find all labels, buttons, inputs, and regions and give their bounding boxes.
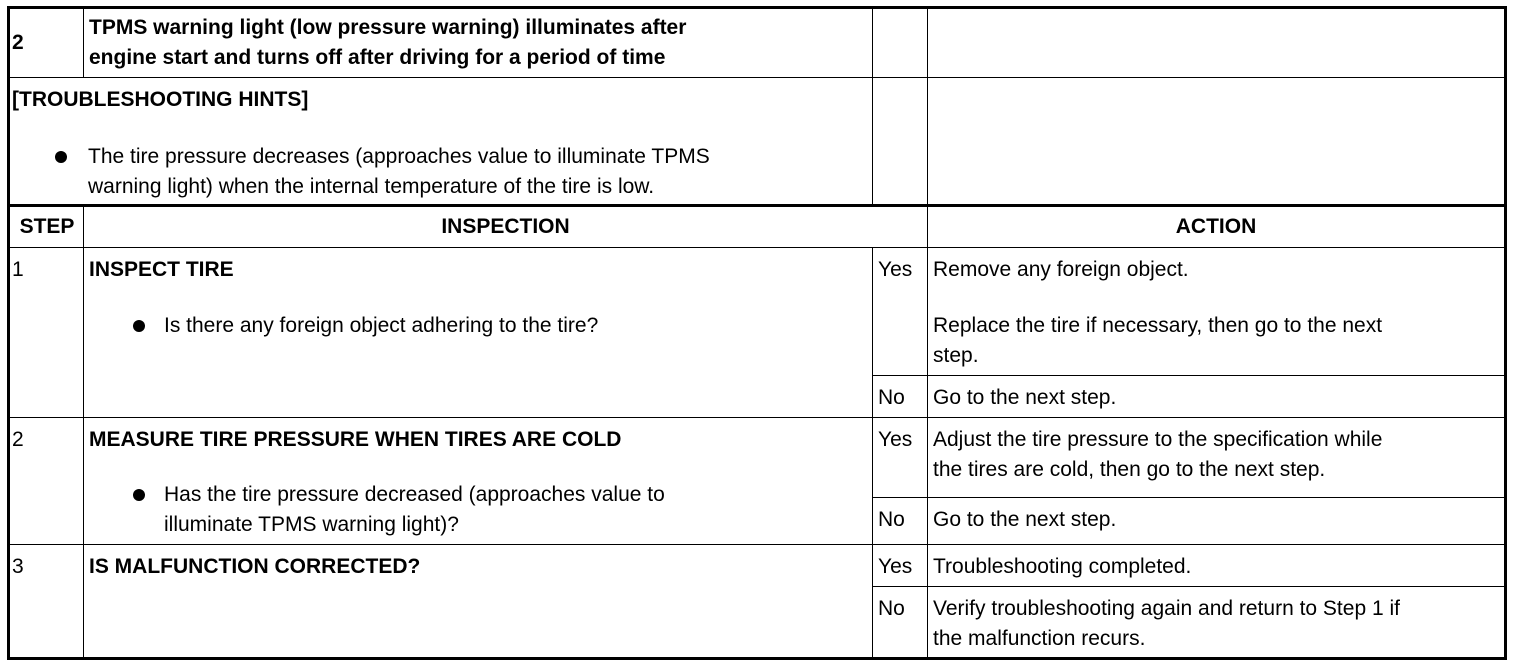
divider-step-column <box>83 205 84 659</box>
border-bottom <box>7 657 1507 660</box>
step-question-line2: illuminate TPMS warning light)? <box>164 513 459 536</box>
header-step: STEP <box>19 215 75 238</box>
header-action: ACTION <box>1175 215 1257 238</box>
no-action-line1: Verify troubleshooting again and return to Step 1 if <box>933 597 1400 620</box>
divider-step3-yes-no <box>872 586 1507 587</box>
divider-step1-step2 <box>7 417 1507 418</box>
divider-action-column <box>927 7 928 659</box>
divider-step2-step3 <box>7 544 1507 545</box>
step-question-line1: Is there any foreign object adhering to the tire? <box>164 314 599 337</box>
divider-step1-yes-no <box>872 375 1507 376</box>
step-title: MEASURE TIRE PRESSURE WHEN TIRES ARE COLD <box>89 428 622 451</box>
condition-title-line1: TPMS warning light (low pressure warning) illuminates after <box>89 16 687 39</box>
yes-action-line1: Troubleshooting completed. <box>933 555 1192 578</box>
step-question-line1: Has the tire pressure decreased (approaches value to <box>164 483 665 506</box>
divider-hints-header <box>7 204 1507 207</box>
yes-label: Yes <box>878 555 913 578</box>
header-inspection: INSPECTION <box>441 215 570 238</box>
no-label: No <box>878 386 905 409</box>
divider-yesno-column <box>872 247 873 659</box>
divider-header-rows <box>7 247 1507 248</box>
yes-label: Yes <box>878 258 913 281</box>
border-left <box>7 6 10 660</box>
bullet-icon <box>133 489 145 501</box>
yes-action-line1: Adjust the tire pressure to the specification while <box>933 428 1383 451</box>
bullet-icon <box>133 320 145 332</box>
border-right <box>1504 6 1507 660</box>
yes-action-line1: Remove any foreign object. <box>933 258 1189 281</box>
step-number: 2 <box>12 428 24 451</box>
no-action-line2: the malfunction recurs. <box>933 627 1146 650</box>
no-label: No <box>878 508 905 531</box>
yes-action-line2: the tires are cold, then go to the next step. <box>933 458 1326 481</box>
border-top <box>7 6 1507 9</box>
yes-action-line2: Replace the tire if necessary, then go to the next <box>933 314 1383 337</box>
no-action-line1: Go to the next step. <box>933 508 1117 531</box>
yes-label: Yes <box>878 428 913 451</box>
condition-title-line2: engine start and turns off after driving for a period of time <box>89 46 666 69</box>
hint-item-line1: The tire pressure decreases (approaches value to illuminate TPMS <box>88 145 710 168</box>
hint-item-line2: warning light) when the internal temperature of the tire is low. <box>88 175 655 198</box>
no-action-line1: Go to the next step. <box>933 386 1117 409</box>
divider-number-column <box>83 7 84 78</box>
divider-yesno-top <box>872 7 873 205</box>
divider-step2-yes-no <box>872 497 1507 498</box>
bullet-icon <box>55 151 67 163</box>
step-title: INSPECT TIRE <box>89 258 234 281</box>
step-title: IS MALFUNCTION CORRECTED? <box>89 555 421 578</box>
no-label: No <box>878 597 905 620</box>
step-number: 1 <box>12 258 24 281</box>
divider-title-hints <box>7 77 1507 78</box>
step-number: 3 <box>12 555 24 578</box>
hints-heading: [TROUBLESHOOTING HINTS] <box>12 88 309 111</box>
yes-action-line3: step. <box>933 344 979 367</box>
condition-number: 2 <box>12 31 24 54</box>
